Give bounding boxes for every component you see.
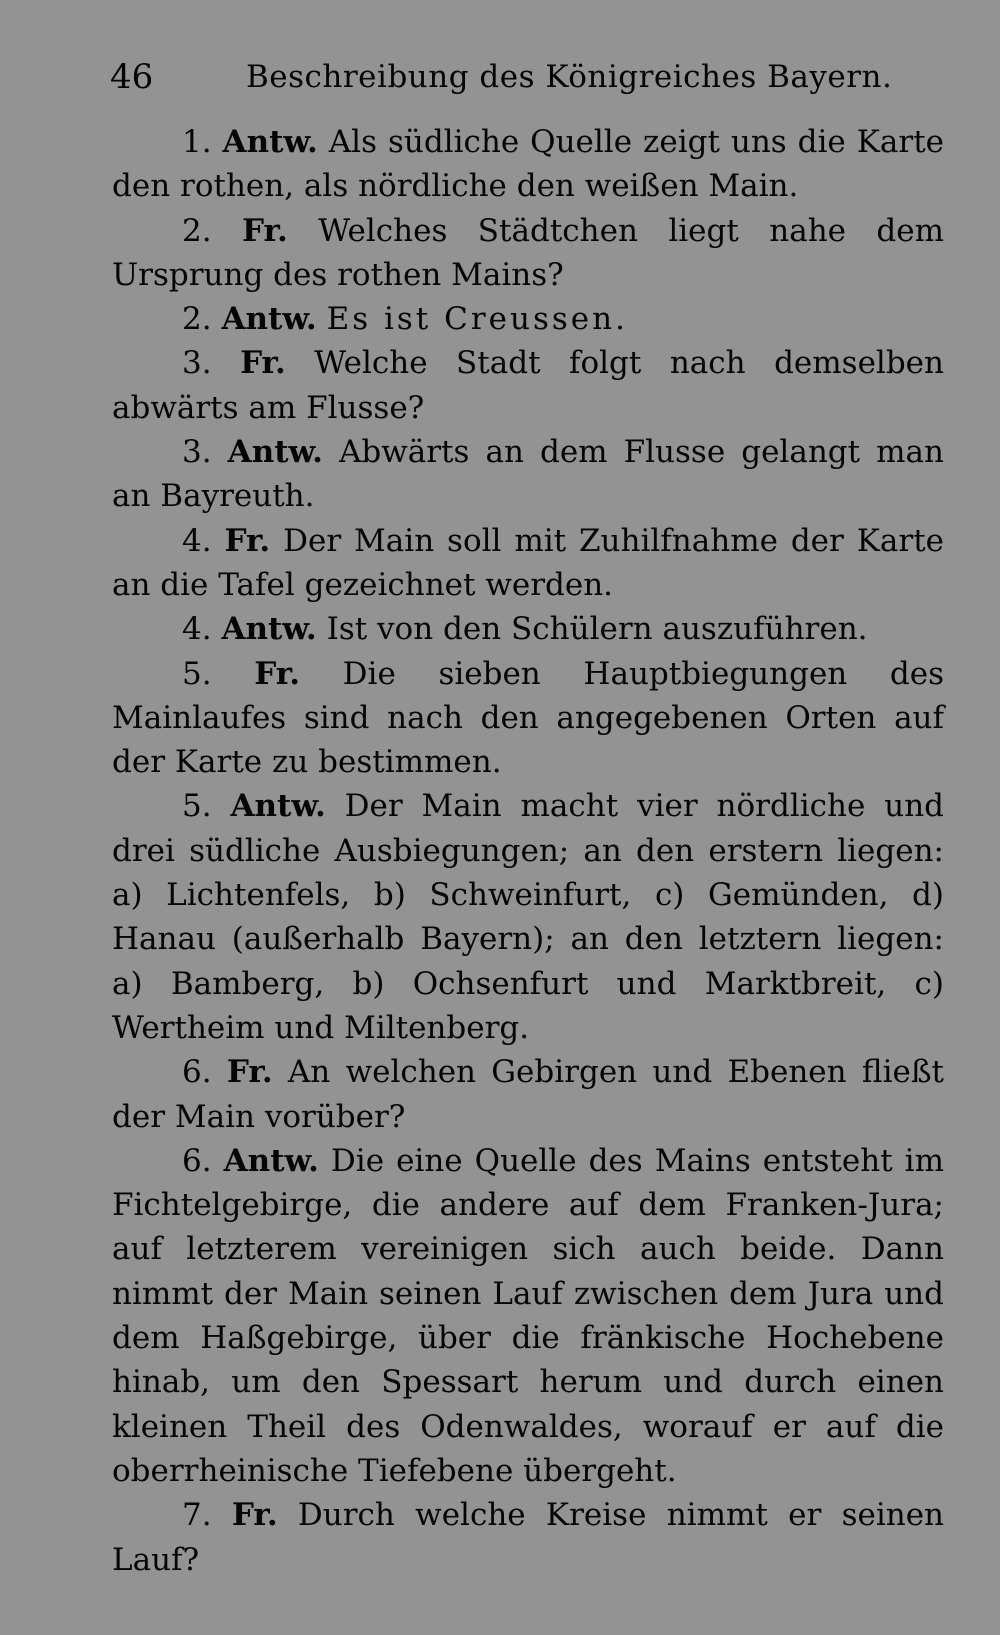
question-label: Fr. (242, 212, 288, 249)
item-number: 4. (182, 611, 212, 648)
item-number: 5. (182, 655, 212, 692)
answer-label: Antw. (223, 1142, 319, 1179)
answer-label: Antw. (230, 788, 326, 825)
question-text: An welchen Gebirgen und Ebenen fließt der Main vorüber? (112, 1054, 944, 1135)
item-number: 7. (182, 1497, 212, 1534)
answer-text: Der Main macht vier nördliche und drei südliche Ausbiegungen; an den erstern liegen: a) Lichtenfels, b) Schweinfurt, c) Gemünden, d) Hanau (außerhalb Bayern); an den letztern liegen: a) Bamberg, b) Ochsenfurt und Marktbreit, c) Wertheim und Miltenberg. (112, 788, 945, 1046)
answer-text: Als südliche Quelle zeigt uns die Karte den rothen, als nördliche den weißen Main. (112, 124, 944, 205)
answer-text: Die eine Quelle des Mains entsteht im Fichtelgebirge, die andere auf dem Franken-Jura; auf letzterem vereinigen sich auch beide. Dann nimmt der Main seinen Lauf zwischen dem Jura und dem Haßgebirge, über die fränkische Hochebene hinab, um den Spessart herum und durch einen kleinen Theil des Odenwaldes, worauf er auf die oberrheinische Tiefebene übergeht. (112, 1142, 944, 1489)
answer-text: Ist von den Schülern auszuführen. (326, 611, 868, 648)
answer-5 (112, 784, 944, 1050)
answer-3 (112, 430, 944, 519)
item-number: 6. (182, 1142, 212, 1179)
question-4 (112, 519, 944, 608)
question-text: Die sieben Hauptbiegungen des Mainlaufes sind nach den angegebenen Orten auf der Karte zu bestimmen. (112, 655, 945, 781)
answer-label: Antw. (222, 124, 318, 160)
answer-6 (112, 1139, 944, 1493)
page-header (110, 52, 900, 102)
answer-4 (112, 607, 944, 651)
item-number: 2. (182, 301, 212, 338)
running-title: Beschreibung des Königreiches Bayern. (246, 59, 893, 95)
question-label: Fr. (254, 655, 300, 692)
answer-label: Antw. (221, 611, 317, 648)
page-body (112, 120, 944, 1582)
item-number: 6. (182, 1054, 212, 1091)
item-number: 2. (182, 212, 212, 249)
answer-2 (112, 297, 944, 341)
question-label: Fr. (240, 345, 286, 382)
question-6 (112, 1050, 944, 1139)
question-5 (112, 652, 944, 785)
question-3 (112, 341, 944, 430)
question-text: Der Main soll mit Zuhilfnahme der Karte an die Tafel gezeichnet werden. (112, 522, 945, 603)
question-label: Fr. (231, 1497, 278, 1534)
question-label: Fr. (224, 522, 271, 559)
item-number: 1. (182, 124, 212, 160)
question-text: Welche Stadt folgt nach demselben abwärts am Flusse? (112, 345, 944, 426)
question-2 (112, 209, 944, 298)
question-label: Fr. (226, 1054, 273, 1091)
answer-label: Antw. (221, 301, 317, 338)
question-text: Durch welche Kreise nimmt er seinen Lauf? (112, 1497, 945, 1578)
item-number: 5. (182, 788, 212, 825)
item-number: 3. (182, 434, 212, 471)
page-number: 46 (110, 57, 154, 97)
question-text: Welches Städtchen liegt nahe dem Ursprung des rothen Mains? (112, 212, 945, 293)
item-number: 4. (182, 522, 212, 559)
answer-label: Antw. (227, 434, 323, 471)
answer-text: Abwärts an dem Flusse gelangt man an Bayreuth. (112, 434, 944, 515)
answer-text: Es ist Creussen. (326, 301, 628, 338)
item-number: 3. (182, 345, 212, 382)
question-7 (112, 1493, 944, 1582)
answer-1 (112, 120, 944, 209)
